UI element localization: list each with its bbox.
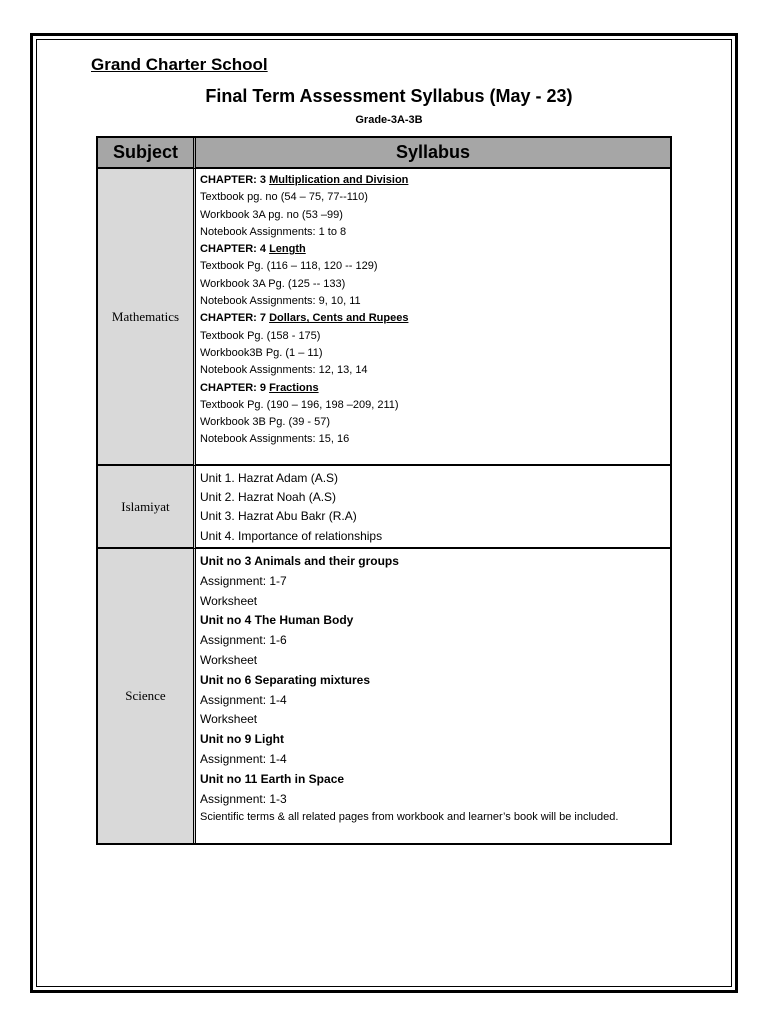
syllabus-line: Textbook pg. no (54 – 75, 77--110) <box>200 191 368 204</box>
syllabus-line: Unit 4. Importance of relationships <box>200 528 383 543</box>
syllabus-line: Unit 3. Hazrat Abu Bakr (R.A) <box>200 509 357 524</box>
syllabus-note: Scientific terms & all related pages from workbook and learner’s book will be included. <box>200 811 619 824</box>
syllabus-line: Worksheet <box>200 652 258 667</box>
syllabus-line: Textbook Pg. (158 - 175) <box>200 329 321 342</box>
syllabus-line: Notebook Assignments: 9, 10, 11 <box>200 295 361 308</box>
table-header-row <box>98 138 670 169</box>
syllabus-cell-mathematics <box>196 169 670 466</box>
subject-cell-science: Science <box>98 549 196 843</box>
page-title: Final Term Assessment Syllabus (May - 23) <box>205 86 573 106</box>
unit-heading: Unit no 11 Earth in Space <box>200 771 345 786</box>
syllabus-line: Worksheet <box>200 712 258 727</box>
syllabus-line: Worksheet <box>200 593 258 608</box>
syllabus-line: Notebook Assignments: 15, 16 <box>200 433 350 446</box>
syllabus-line: Workbook 3A Pg. (125 -- 133) <box>200 277 346 290</box>
syllabus-line: Notebook Assignments: 1 to 8 <box>200 225 347 238</box>
grade-label: Grade-3A-3B <box>355 114 423 126</box>
chapter-number: CHAPTER: 3 <box>200 174 270 186</box>
chapter-name: Dollars, Cents and Rupees <box>269 312 409 325</box>
subject-cell-islamiyat: Islamiyat <box>98 466 196 549</box>
syllabus-line: Textbook Pg. (190 – 196, 198 –209, 211) <box>200 398 399 411</box>
syllabus-line: Unit 1. Hazrat Adam (A.S) <box>200 471 339 485</box>
chapter-name: Fractions <box>269 381 319 394</box>
syllabus-line: Notebook Assignments: 12, 13, 14 <box>200 364 368 377</box>
unit-heading: Unit no 4 The Human Body <box>200 613 354 628</box>
unit-heading: Unit no 9 Light <box>200 732 284 747</box>
syllabus-column-header: Syllabus <box>196 138 670 169</box>
chapter-number: CHAPTER: 4 <box>200 243 270 256</box>
syllabus-cell-science <box>196 549 670 843</box>
syllabus-line: Assignment: 1-6 <box>200 633 287 648</box>
unit-heading: Unit no 3 Animals and their groups <box>200 554 399 568</box>
syllabus-line: Assignment: 1-3 <box>200 791 287 806</box>
syllabus-line: Assignment: 1-4 <box>200 692 287 707</box>
table-row-mathematics <box>98 169 670 466</box>
syllabus-line: Workbook 3A pg. no (53 –99) <box>200 208 343 221</box>
chapter-heading <box>200 172 666 189</box>
table-row-islamiyat <box>98 466 670 549</box>
syllabus-line: Assignment: 1-7 <box>200 573 287 588</box>
chapter-heading <box>200 241 666 258</box>
syllabus-line: Textbook Pg. (116 – 118, 120 -- 129) <box>200 260 378 273</box>
syllabus-table <box>96 136 672 845</box>
chapter-number: CHAPTER: 7 <box>200 312 270 325</box>
chapter-number: CHAPTER: 9 <box>200 381 270 394</box>
subject-column-header: Subject <box>98 138 196 169</box>
syllabus-line: Workbook 3B Pg. (39 - 57) <box>200 416 331 429</box>
chapter-name: Multiplication and Division <box>269 174 409 186</box>
chapter-heading <box>200 380 666 397</box>
chapter-name: Length <box>269 243 306 256</box>
syllabus-cell-islamiyat <box>196 466 670 549</box>
syllabus-line: Assignment: 1-4 <box>200 751 287 766</box>
unit-heading: Unit no 6 Separating mixtures <box>200 672 371 687</box>
syllabus-line: Workbook3B Pg. (1 – 11) <box>200 346 323 359</box>
chapter-heading <box>200 310 666 327</box>
syllabus-line: Unit 2. Hazrat Noah (A.S) <box>200 490 337 505</box>
school-name: Grand Charter School <box>91 55 268 74</box>
table-row-science <box>98 549 670 843</box>
subject-cell-mathematics: Mathematics <box>98 169 196 466</box>
